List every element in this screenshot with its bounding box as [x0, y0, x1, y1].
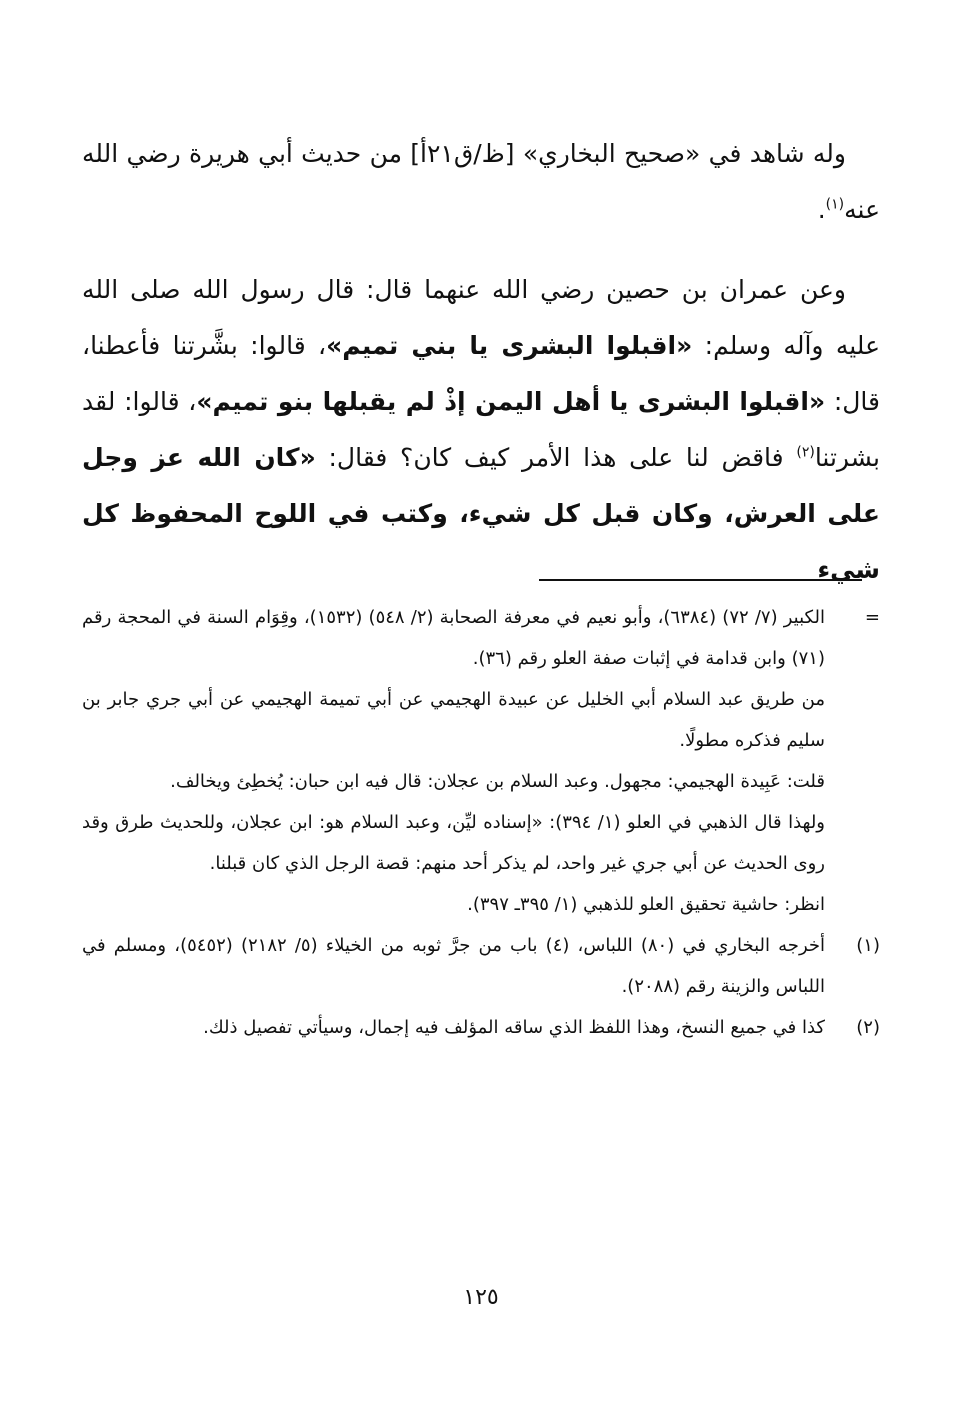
hadith-quote-2: «اقبلوا البشرى يا أهل اليمن إذْ لم يقبلها بنو تميم» [196, 387, 826, 416]
paragraph-2-part-2: ، قالوا: بشَّرتنا فأعطنا، قال: [82, 331, 880, 416]
paragraph-1-end: . [817, 195, 826, 224]
footnote-2 [82, 1007, 880, 1048]
hadith-quote-1: «اقبلوا البشرى يا بني تميم» [326, 331, 693, 360]
footnote-paragraph: ولهذا قال الذهبي في العلو (١/ ٣٩٤): «إسناده ليِّن، وعبد السلام هو: ابن عجلان، وللحديث طرق وقد روى الحديث عن أبي جري غير واحد، لم يذكر أحد منهم: قصة الرجل الذي كان قبلنا. [82, 812, 825, 874]
paragraph-2-part-4: فاقض لنا على هذا الأمر كيف كان؟ فقال: [315, 443, 797, 472]
footnote-paragraph: انظر: حاشية تحقيق العلو للذهبي (١/ ٣٩٥ـ ٣٩٧). [467, 894, 825, 915]
footnote-separator [539, 579, 862, 581]
footnote-1-marker: (١) [856, 935, 880, 956]
footnote-1 [82, 925, 880, 1007]
footnote-2-text: كذا في جميع النسخ، وهذا اللفظ الذي ساقه المؤلف فيه إجمال، وسيأتي تفصيل ذلك. [203, 1017, 825, 1038]
paragraph-1 [82, 126, 880, 238]
paragraph-1-text: وله شاهد في «صحيح البخاري» [ظ/ق٢١أ] من حديث أبي هريرة رضي الله عنه [82, 139, 880, 224]
paragraph-2 [82, 262, 880, 598]
footnote-ref-2[interactable]: (٢) [796, 444, 815, 461]
footnote-ref-1[interactable]: (١) [825, 196, 845, 213]
paragraph-2-part-1: وعن عمران بن حصين رضي الله عنهما قال: قال رسول الله صلى الله عليه وآله وسلم: [82, 275, 880, 360]
footnote-1-text: أخرجه البخاري في (٨٠) اللباس، (٤) باب من جرَّ ثوبه من الخيلاء (٥/ ٢١٨٢) (٥٤٥٢)، ومسلم في اللباس والزينة رقم (٢٠٨٨). [82, 935, 825, 997]
footnote-2-marker: (٢) [856, 1017, 880, 1038]
hadith-quote-3: «كان الله عز وجل على العرش، وكان قبل كل شيء، وكتب في اللوح المحفوظ كل شيء [82, 443, 880, 584]
footnote-paragraph: من طريق عبد السلام أبي الخليل عن عبيدة الهجيمي عن أبي تميمة الهجيمي عن أبي جري جابر بن سليم فذكره مطولًا. [82, 689, 825, 751]
footnote-continuation [82, 597, 880, 925]
footnote-paragraph: قلت: عَبِيدة الهجيمي: مجهول. وعبد السلام بن عجلان: قال فيه ابن حبان: يُخطِئ ويخالف. [170, 771, 825, 792]
page-number: ١٢٥ [463, 1285, 499, 1310]
footnotes [82, 597, 880, 1048]
continuation-marker: = [864, 607, 880, 628]
footnote-paragraph: الكبير (٧/ ٧٢) (٦٣٨٤)، وأبو نعيم في معرفة الصحابة (٢/ ٥٤٨) (١٥٣٢)، وقِوَام السنة في المحجة رقم (٧١) وابن قدامة في إثبات صفة العلو رقم (٣٦). [82, 607, 825, 669]
paragraph-2-part-3: ، قالوا: لقد بشرتنا [82, 387, 880, 472]
